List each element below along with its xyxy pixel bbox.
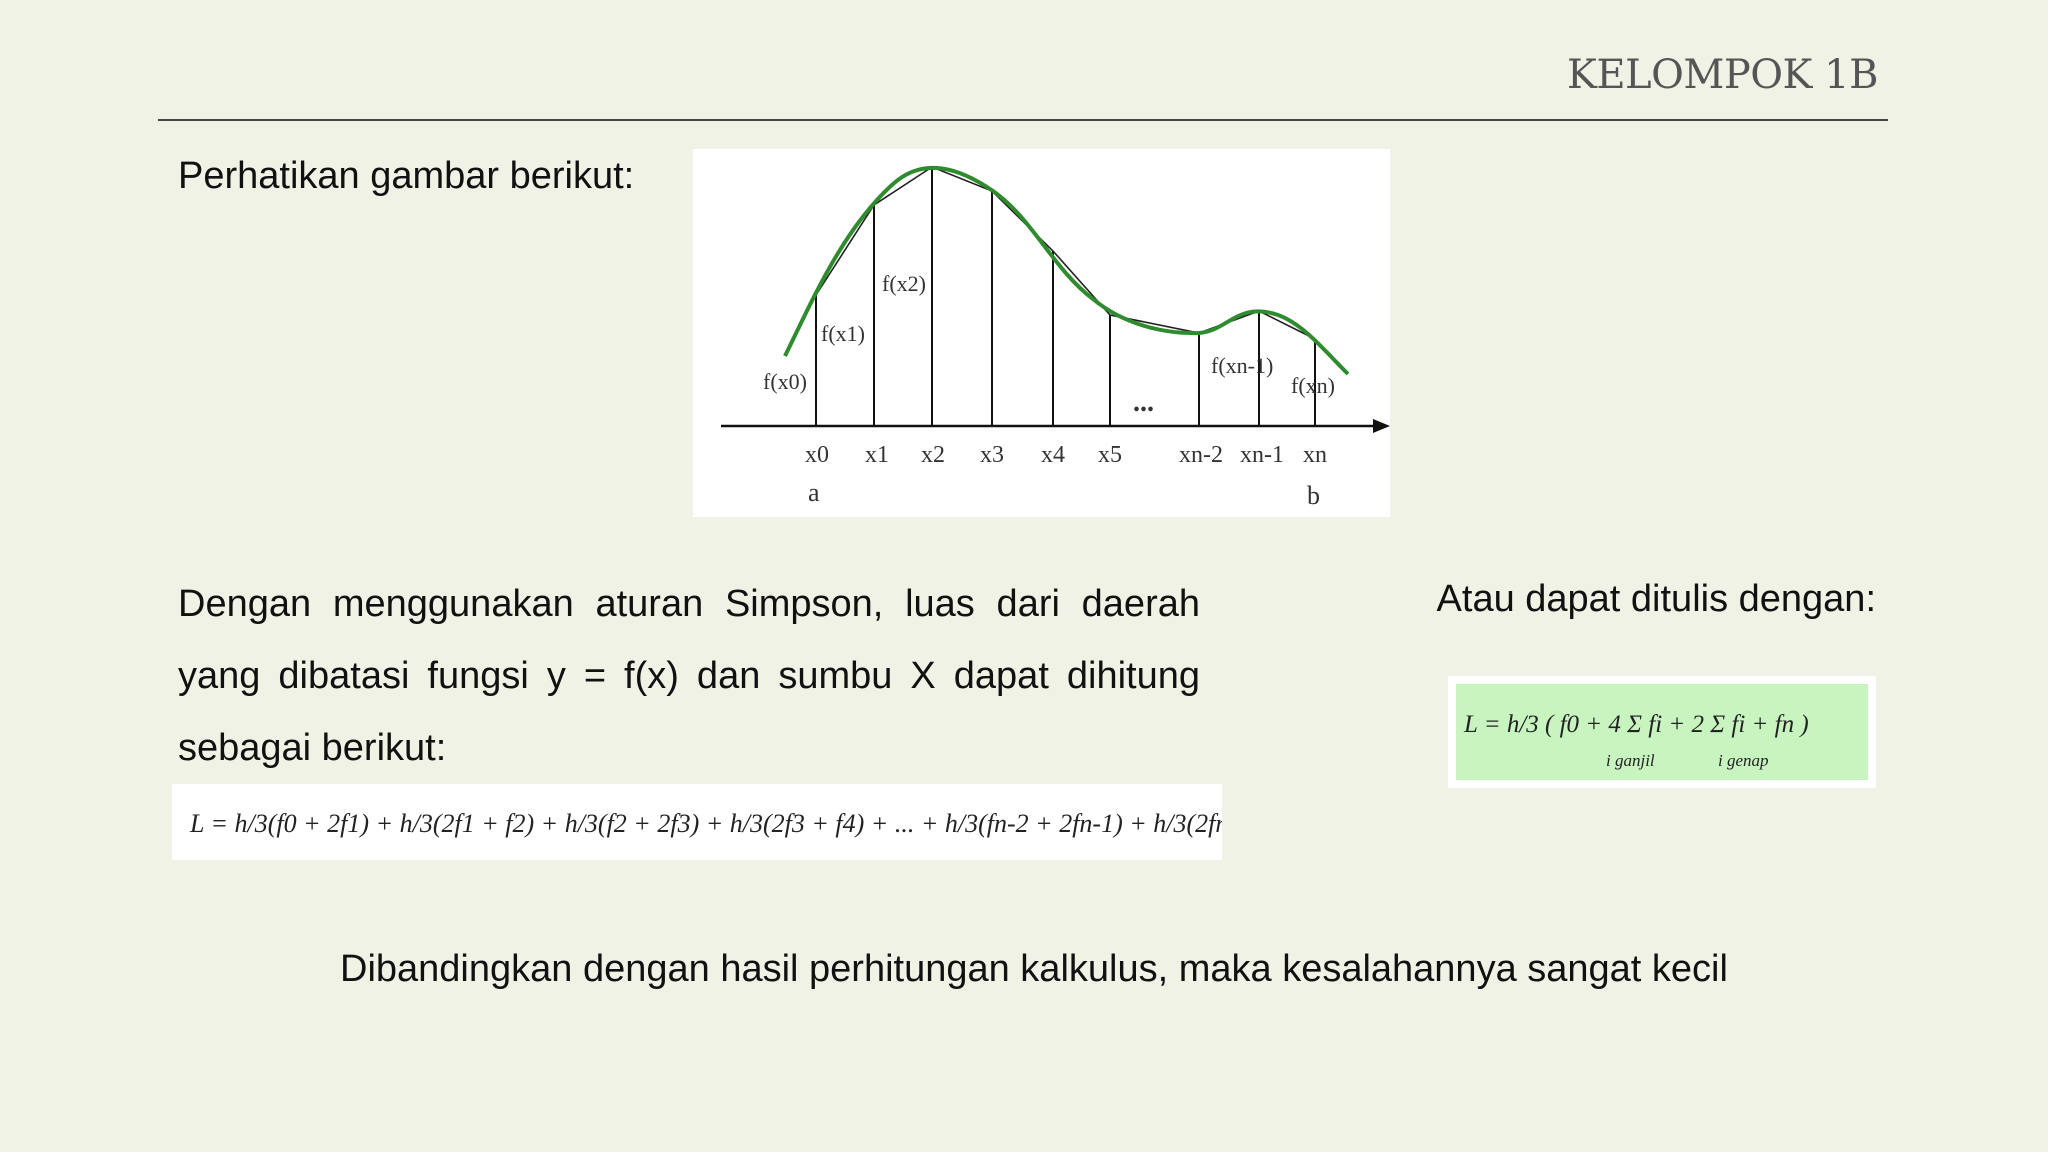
simpson-formula-compact: [1448, 676, 1876, 788]
sum-odd-label: i ganjil: [1606, 751, 1655, 770]
label-b: b: [1307, 481, 1320, 510]
label-x2: x2: [921, 442, 945, 468]
label-a: a: [808, 478, 820, 507]
header-title: KELOMPOK 1B: [1566, 52, 1878, 98]
label-x5: x5: [1098, 442, 1122, 468]
label-f-xn: f(xn): [1291, 373, 1335, 398]
simpson-figure: [693, 149, 1390, 517]
label-xn: xn: [1303, 442, 1327, 468]
intro-text: Perhatikan gambar berikut:: [178, 155, 635, 197]
label-x3: x3: [980, 442, 1004, 468]
label-f-x2: f(x2): [882, 271, 926, 296]
label-x1: x1: [865, 442, 889, 468]
label-f-xn-1: f(xn-1): [1211, 353, 1274, 378]
label-xn-1: xn-1: [1240, 442, 1284, 468]
ellipsis: ...: [1133, 387, 1154, 418]
simpson-formula-expanded-svg: [172, 784, 1222, 860]
simpson-paragraph: Dengan menggunakan aturan Simpson, luas dari daerah yang dibatasi fungsi y = f(x) dan sumbu X dapat dihitung sebagai berikut:: [178, 583, 1200, 769]
conclusion-text: Dibandingkan dengan hasil perhitungan kalkulus, maka kesalahannya sangat kecil: [340, 948, 1728, 990]
sum-even-label: i genap: [1718, 751, 1769, 770]
label-x4: x4: [1041, 442, 1065, 468]
simpson-figure-svg: [693, 149, 1390, 517]
alternative-label: Atau dapat ditulis dengan:: [1436, 578, 1876, 620]
formula-compact-text: L = h/3 ( f0 + 4 Σ fi + 2 Σ fi + fn ): [1464, 711, 1809, 738]
formula-highlight-box: [1456, 684, 1868, 780]
label-x0: x0: [805, 442, 829, 468]
formula-compact-svg: [1456, 684, 1868, 780]
function-curve: [785, 168, 1348, 374]
formula-expanded-text: L = h/3(f0 + 2f1) + h/3(2f1 + f2) + h/3(f2 + 2f3) + h/3(2f3 + f4) + ... + h/3(fn-2 + 2fn-1) + h/3(2fn-1 + fn): [190, 809, 1222, 838]
simpson-formula-expanded: [172, 784, 1222, 860]
x-axis-arrow: [1373, 419, 1390, 433]
label-f-x1: f(x1): [821, 321, 865, 346]
label-xn-2: xn-2: [1179, 442, 1223, 468]
label-f-x0: f(x0): [763, 369, 807, 394]
header-divider: [158, 119, 1888, 121]
